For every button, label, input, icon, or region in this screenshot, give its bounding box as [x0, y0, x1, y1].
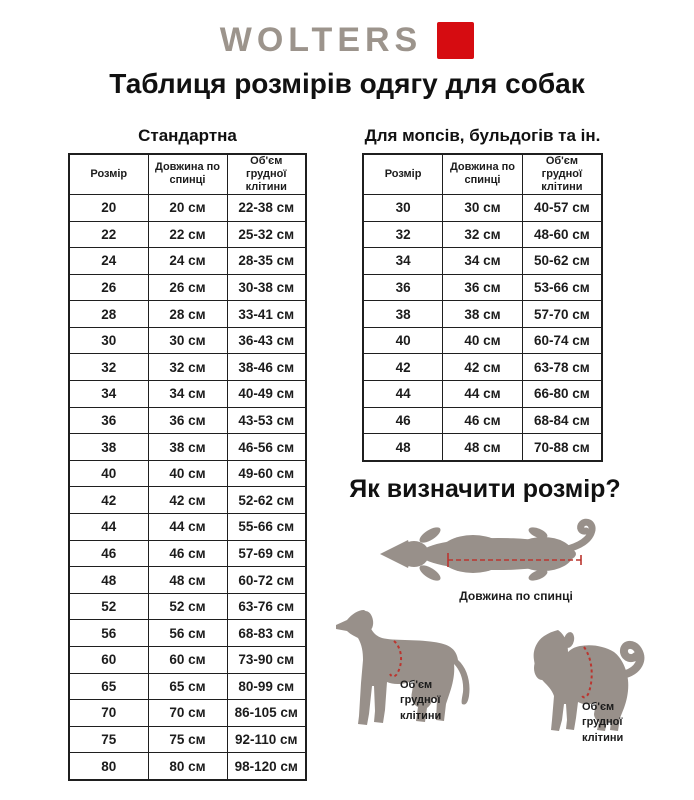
table-cell: 48 — [363, 434, 443, 461]
table-row — [69, 274, 306, 301]
table-row — [69, 460, 306, 487]
standard-size-table — [68, 153, 307, 781]
table-cell: 48 — [69, 567, 148, 594]
table-cell: 40-49 см — [227, 381, 306, 408]
table-row — [363, 194, 602, 221]
table-cell: 73-90 см — [227, 647, 306, 674]
table-cell: 34 см — [443, 248, 523, 275]
table-cell: 46-56 см — [227, 434, 306, 461]
table-cell: 38 см — [148, 434, 227, 461]
table-cell: 22 см — [148, 221, 227, 248]
table-cell: 36 — [363, 274, 443, 301]
table-cell: 32 — [363, 221, 443, 248]
table-cell: 32 см — [148, 354, 227, 381]
standard-size-section — [68, 126, 307, 781]
table-cell: 60-74 см — [522, 327, 602, 354]
table-cell: 24 см — [148, 248, 227, 275]
column-header: Розмір — [69, 154, 148, 194]
table-cell: 26 — [69, 274, 148, 301]
table-cell: 36 — [69, 407, 148, 434]
column-header: Об'єм грудної клітини — [522, 154, 602, 194]
table-row — [363, 381, 602, 408]
table-cell: 66-80 см — [522, 381, 602, 408]
measuring-guide-title: Як визначити розмір? — [349, 475, 621, 503]
table-cell: 70 — [69, 700, 148, 727]
table-cell: 22-38 см — [227, 194, 306, 221]
table-cell: 65 — [69, 673, 148, 700]
table-cell: 22 — [69, 221, 148, 248]
table-header-row — [69, 154, 306, 194]
table-cell: 44 см — [148, 514, 227, 541]
table-row — [69, 593, 306, 620]
wolters-logo-red-square — [437, 22, 474, 59]
table-cell: 46 см — [148, 540, 227, 567]
table-cell: 53-66 см — [522, 274, 602, 301]
table-row — [69, 673, 306, 700]
column-header: Об'єм грудної клітини — [227, 154, 306, 194]
chest-girth-label: Об'єм грудної клітини — [582, 701, 624, 744]
table-row — [363, 407, 602, 434]
table-row — [69, 647, 306, 674]
table-cell: 80 см — [148, 753, 227, 780]
table-row — [69, 753, 306, 780]
table-row — [69, 354, 306, 381]
table-cell: 70 см — [148, 700, 227, 727]
table-cell: 56 — [69, 620, 148, 647]
table-cell: 32 — [69, 354, 148, 381]
table-cell: 30-38 см — [227, 274, 306, 301]
column-header: Довжина по спинці — [148, 154, 227, 194]
table-cell: 34 см — [148, 381, 227, 408]
table-cell: 68-84 см — [522, 407, 602, 434]
chest-girth-label: Об'єм грудної клітини — [400, 679, 442, 722]
table-cell: 43-53 см — [227, 407, 306, 434]
top-view-dog-silhouette — [378, 518, 610, 590]
table-cell: 56 см — [148, 620, 227, 647]
table-cell: 28-35 см — [227, 248, 306, 275]
table-row — [69, 381, 306, 408]
table-cell: 75 — [69, 726, 148, 753]
table-cell: 44 — [69, 514, 148, 541]
table-cell: 60-72 см — [227, 567, 306, 594]
table-cell: 40 — [69, 460, 148, 487]
table-row — [69, 327, 306, 354]
table-cell: 40-57 см — [522, 194, 602, 221]
table-row — [69, 567, 306, 594]
table-cell: 46 см — [443, 407, 523, 434]
table-cell: 44 см — [443, 381, 523, 408]
table-cell: 57-70 см — [522, 301, 602, 328]
table-cell: 28 — [69, 301, 148, 328]
table-row — [69, 221, 306, 248]
table-cell: 48 см — [148, 567, 227, 594]
measuring-guide — [320, 470, 694, 800]
table-cell: 20 см — [148, 194, 227, 221]
table-cell: 30 см — [443, 194, 523, 221]
table-cell: 68-83 см — [227, 620, 306, 647]
table-cell: 25-32 см — [227, 221, 306, 248]
table-row — [69, 194, 306, 221]
table-cell: 60 см — [148, 647, 227, 674]
table-cell: 36-43 см — [227, 327, 306, 354]
table-cell: 60 — [69, 647, 148, 674]
table-row — [363, 221, 602, 248]
table-cell: 30 см — [148, 327, 227, 354]
table-cell: 26 см — [148, 274, 227, 301]
table-cell: 55-66 см — [227, 514, 306, 541]
table-cell: 32 см — [443, 221, 523, 248]
table-cell: 46 — [69, 540, 148, 567]
table-cell: 40 см — [148, 460, 227, 487]
wolters-logo-text: WOLTERS — [219, 21, 423, 59]
table-cell: 40 см — [443, 327, 523, 354]
table-cell: 70-88 см — [522, 434, 602, 461]
table-row — [363, 327, 602, 354]
table-cell: 46 — [363, 407, 443, 434]
table-cell: 34 — [69, 381, 148, 408]
table-row — [69, 301, 306, 328]
table-cell: 80-99 см — [227, 673, 306, 700]
table-cell: 49-60 см — [227, 460, 306, 487]
table-row — [363, 274, 602, 301]
table-cell: 42 — [363, 354, 443, 381]
table-cell: 24 — [69, 248, 148, 275]
table-cell: 30 — [69, 327, 148, 354]
table-cell: 52 — [69, 593, 148, 620]
page-title: Таблиця розмірів одягу для собак — [109, 68, 585, 99]
table-cell: 30 — [363, 194, 443, 221]
table-cell: 20 — [69, 194, 148, 221]
table-row — [69, 248, 306, 275]
table-cell: 63-76 см — [227, 593, 306, 620]
table-row — [363, 301, 602, 328]
table-cell: 50-62 см — [522, 248, 602, 275]
table-row — [69, 540, 306, 567]
table-cell: 38 — [69, 434, 148, 461]
table-cell: 75 см — [148, 726, 227, 753]
table-cell: 98-120 см — [227, 753, 306, 780]
wolters-logo — [0, 20, 694, 60]
table-cell: 52 см — [148, 593, 227, 620]
table-cell: 48-60 см — [522, 221, 602, 248]
table-row — [69, 700, 306, 727]
table-row — [69, 620, 306, 647]
table-row — [69, 487, 306, 514]
back-length-label: Довжина по спинці — [459, 589, 573, 603]
table-cell: 63-78 см — [522, 354, 602, 381]
table-row — [69, 514, 306, 541]
pug-size-table — [362, 153, 603, 462]
column-header: Розмір — [363, 154, 443, 194]
table-cell: 57-69 см — [227, 540, 306, 567]
pug-size-section — [362, 126, 603, 462]
table-cell: 44 — [363, 381, 443, 408]
table-cell: 86-105 см — [227, 700, 306, 727]
table-cell: 80 — [69, 753, 148, 780]
table-cell: 42 см — [443, 354, 523, 381]
table-row — [69, 726, 306, 753]
pug-table-title: Для мопсів, бульдогів та ін. — [364, 126, 601, 145]
table-cell: 38 — [363, 301, 443, 328]
table-row — [69, 407, 306, 434]
table-cell: 52-62 см — [227, 487, 306, 514]
table-cell: 36 см — [443, 274, 523, 301]
table-cell: 48 см — [443, 434, 523, 461]
table-cell: 65 см — [148, 673, 227, 700]
table-row — [363, 248, 602, 275]
table-cell: 92-110 см — [227, 726, 306, 753]
table-cell: 28 см — [148, 301, 227, 328]
table-row — [69, 434, 306, 461]
table-cell: 42 см — [148, 487, 227, 514]
column-header: Довжина по спинці — [443, 154, 523, 194]
table-cell: 40 — [363, 327, 443, 354]
table-cell: 36 см — [148, 407, 227, 434]
table-row — [363, 354, 602, 381]
table-cell: 42 — [69, 487, 148, 514]
table-header-row — [363, 154, 602, 194]
table-row — [363, 434, 602, 461]
table-cell: 38 см — [443, 301, 523, 328]
table-cell: 34 — [363, 248, 443, 275]
standard-table-title: Стандартна — [138, 126, 237, 145]
table-cell: 33-41 см — [227, 301, 306, 328]
table-cell: 38-46 см — [227, 354, 306, 381]
